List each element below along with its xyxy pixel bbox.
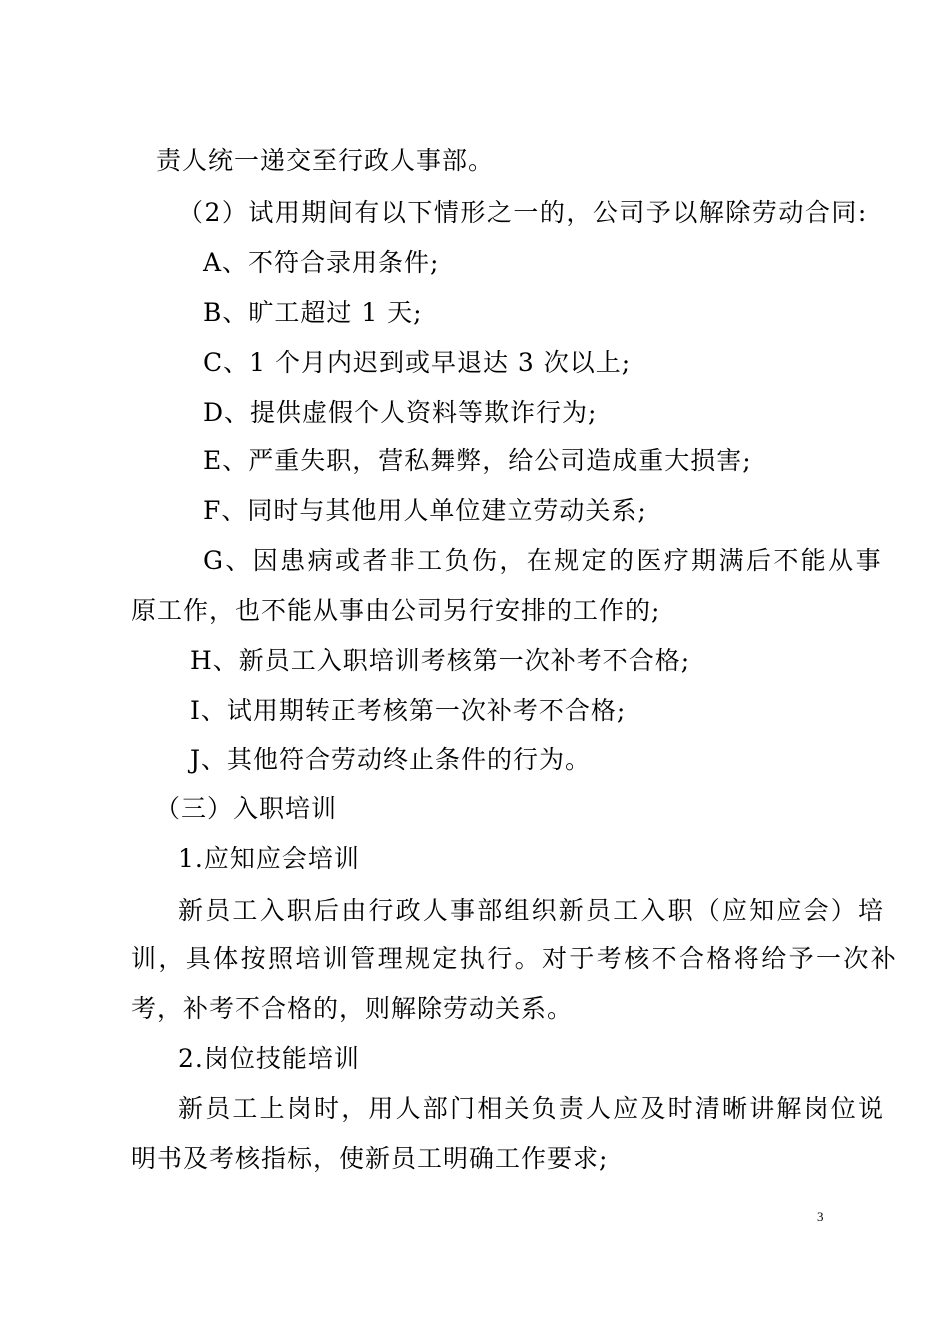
paragraph-line: 责人统一递交至行政人事部。 <box>156 146 495 175</box>
list-item: C、1 个月内迟到或早退达 3 次以上; <box>203 348 632 377</box>
page-number: 3 <box>817 1209 824 1224</box>
list-item: E、严重失职，营私舞弊，给公司造成重大损害; <box>203 446 752 475</box>
section-heading: （三）入职培训 <box>155 794 338 823</box>
list-item: J、其他符合劳动终止条件的行为。 <box>190 745 592 774</box>
list-item: A、不符合录用条件; <box>203 248 440 277</box>
paragraph-line: 明书及考核指标，使新员工明确工作要求; <box>131 1144 609 1173</box>
list-item-continuation: 原工作，也不能从事由公司另行安排的工作的; <box>131 596 661 625</box>
list-item: B、旷工超过 1 天; <box>203 298 423 327</box>
clause-heading: （2）试用期间有以下情形之一的，公司予以解除劳动合同: <box>178 198 868 227</box>
paragraph-line: 训，具体按照培训管理规定执行。对于考核不合格将给予一次补 <box>131 944 899 973</box>
list-item: I、试用期转正考核第一次补考不合格; <box>190 696 627 725</box>
paragraph-line: 新员工上岗时，用人部门相关负责人应及时清晰讲解岗位说 <box>178 1094 886 1123</box>
paragraph-line: 考，补考不合格的，则解除劳动关系。 <box>131 994 574 1023</box>
list-item: D、提供虚假个人资料等欺诈行为; <box>203 398 598 427</box>
subsection-heading: 1.应知应会培训 <box>178 844 360 873</box>
paragraph-line: 新员工入职后由行政人事部组织新员工入职（应知应会）培 <box>178 896 886 925</box>
subsection-heading: 2.岗位技能培训 <box>178 1044 360 1073</box>
list-item: G、因患病或者非工负伤，在规定的医疗期满后不能从事 <box>203 546 883 575</box>
list-item: F、同时与其他用人单位建立劳动关系; <box>203 496 647 525</box>
list-item: H、新员工入职培训考核第一次补考不合格; <box>190 646 691 675</box>
